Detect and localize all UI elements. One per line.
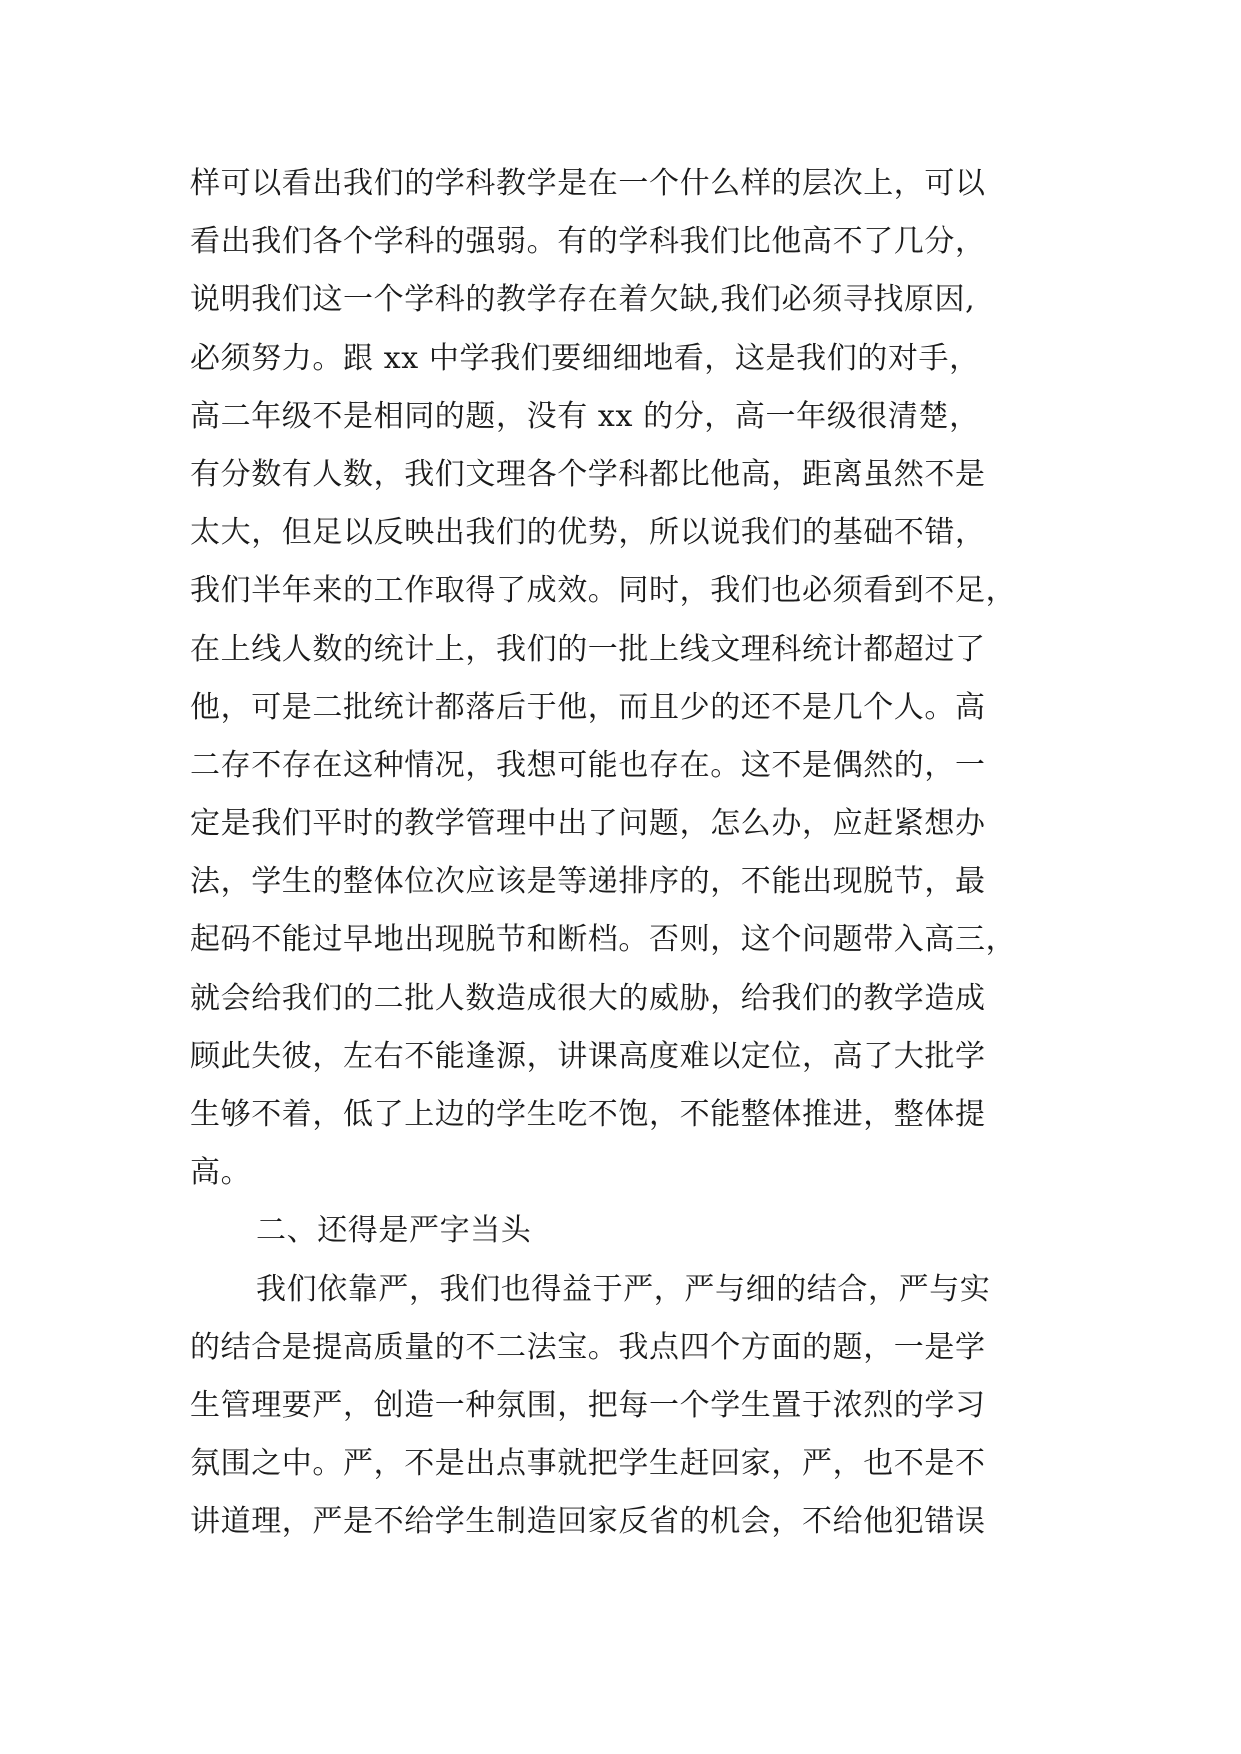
text-line: 顾此失彼，左右不能逢源，讲课高度难以定位，高了大批学 <box>190 1038 986 1074</box>
text-line: 高。 <box>190 1155 252 1191</box>
text-line: 我们半年来的工作取得了成效。同时，我们也必须看到不足， <box>190 573 1017 609</box>
text-line: 氛围之中。严，不是出点事就把学生赶回家，严，也不是不 <box>190 1446 986 1482</box>
text-line: 我们依靠严，我们也得益于严，严与细的结合，严与实 <box>256 1271 991 1307</box>
text-line: 太大，但足以反映出我们的优势，所以说我们的基础不错， <box>190 515 986 551</box>
text-line: 起码不能过早地出现脱节和断档。否则，这个问题带入高三， <box>190 922 1017 958</box>
text-line: 定是我们平时的教学管理中出了问题，怎么办，应赶紧想办 <box>190 806 986 842</box>
section-heading: 二、还得是严字当头 <box>256 1213 532 1249</box>
text-line: 的结合是提高质量的不二法宝。我点四个方面的题，一是学 <box>190 1329 986 1365</box>
text-line: 在上线人数的统计上，我们的一批上线文理科统计都超过了 <box>190 631 986 667</box>
text-line: 就会给我们的二批人数造成很大的威胁，给我们的教学造成 <box>190 980 986 1016</box>
text-line: 说明我们这一个学科的教学存在着欠缺,我们必须寻找原因, <box>190 282 976 318</box>
text-line: 样可以看出我们的学科教学是在一个什么样的层次上，可以 <box>190 166 986 201</box>
text-line: 有分数有人数，我们文理各个学科都比他高，距离虽然不是 <box>190 456 986 492</box>
body-text <box>190 155 1070 1552</box>
text-line: 他，可是二批统计都落后于他，而且少的还不是几个人。高 <box>190 689 986 725</box>
text-line: 法，学生的整体位次应该是等递排序的，不能出现脱节，最 <box>190 864 986 900</box>
text-line: 生管理要严，创造一种氛围，把每一个学生置于浓烈的学习 <box>190 1387 986 1423</box>
text-line: 讲道理，严是不给学生制造回家反省的机会，不给他犯错误 <box>190 1504 986 1540</box>
text-line: 看出我们各个学科的强弱。有的学科我们比他高不了几分， <box>190 224 986 260</box>
text-line: 高二年级不是相同的题，没有 xx 的分，高一年级很清楚， <box>190 398 980 434</box>
text-line: 生够不着，低了上边的学生吃不饱，不能整体推进，整体提 <box>190 1097 986 1132</box>
text-line: 必须努力。跟 xx 中学我们要细细地看，这是我们的对手， <box>190 340 980 376</box>
text-line: 二存不存在这种情况，我想可能也存在。这不是偶然的，一 <box>190 747 986 783</box>
